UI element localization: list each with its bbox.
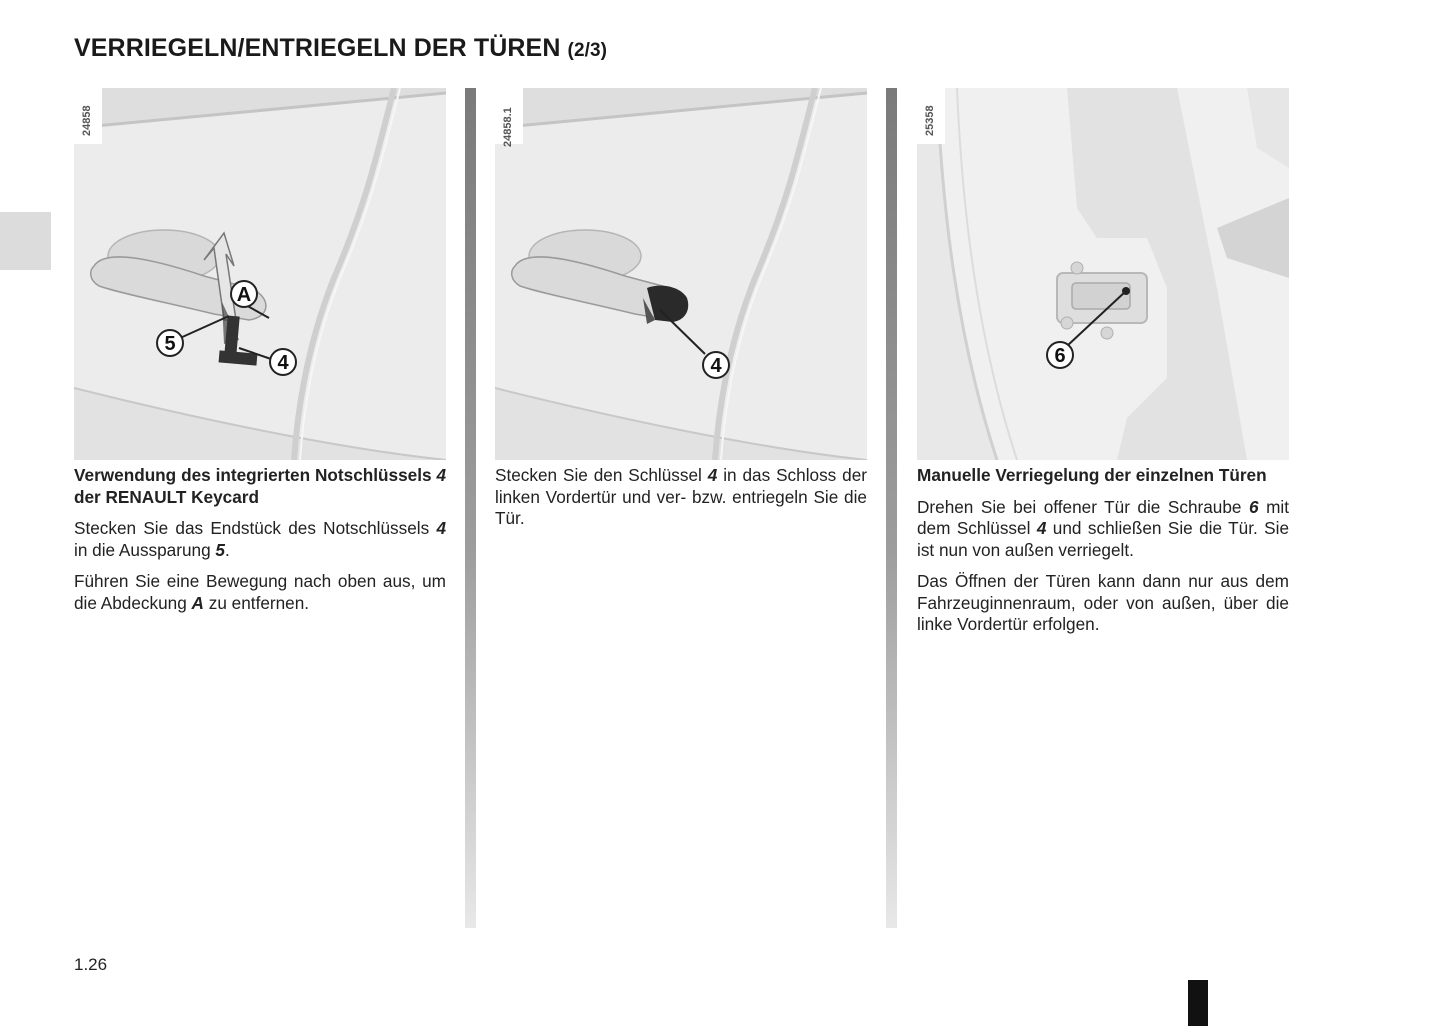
left-p2-ref-cover: A <box>191 592 204 613</box>
left-p1-text: Stecken Sie das Endstück des Notschlüssels <box>74 518 437 538</box>
callout-5 <box>157 330 183 356</box>
callout-labels-fig-2 <box>495 88 867 460</box>
callout-labels-fig-3 <box>917 88 1289 460</box>
figure-door-lock-screw <box>917 88 1289 460</box>
middle-p1-text: Stecken Sie den Schlüssel <box>495 465 708 485</box>
right-p1-ref-key: 4 <box>1036 518 1047 538</box>
left-p1-ref-key: 4 <box>436 518 446 538</box>
callout-4 <box>703 352 729 378</box>
page-title <box>74 34 607 63</box>
callout-4-label: 4 <box>277 352 289 374</box>
left-paragraph-1 <box>74 518 446 561</box>
left-heading <box>74 465 446 508</box>
right-p1-text-mid: mit dem Schlüssel <box>917 496 1289 538</box>
column-divider-2 <box>886 88 897 928</box>
figure-id-3: 25358 <box>924 105 936 136</box>
section-tab-marker <box>0 212 51 270</box>
middle-p1-ref-key: 4 <box>707 465 718 485</box>
page-title-suffix: (2/3) <box>567 40 608 61</box>
column-left-text <box>74 465 446 624</box>
page-title-text: VERRIEGELN/ENTRIEGELN DER TÜREN <box>74 34 561 62</box>
right-p1-text-end: und schließen Sie die Tür. Sie ist nun von außen verriegelt. <box>917 518 1290 560</box>
left-p1-ref-slot: 5 <box>215 539 225 560</box>
right-p1-ref-screw: 6 <box>1249 496 1259 517</box>
column-right-text <box>917 465 1289 646</box>
left-heading-ref: 4 <box>436 465 446 485</box>
figure-id-2: 24858.1 <box>502 107 514 147</box>
figure-door-handle-key-inserted <box>495 88 867 460</box>
callout-6 <box>1047 342 1073 368</box>
figure-door-handle-emergency-key <box>74 88 446 460</box>
column-middle-text <box>495 465 867 540</box>
left-heading-text: Verwendung des integrierten Notschlüssels <box>74 465 437 485</box>
callout-6-label: 6 <box>1054 345 1066 367</box>
left-paragraph-2 <box>74 571 446 614</box>
callout-4 <box>270 349 296 375</box>
callout-A-label: A <box>236 284 252 306</box>
middle-paragraph-1 <box>495 465 867 530</box>
column-divider-1 <box>465 88 476 928</box>
middle-p1-text-end: in das Schloss der linken Vordertür und ver- bzw. entriegeln Sie die Tür. <box>495 465 867 528</box>
callout-5-label: 5 <box>164 333 176 355</box>
left-p1-text-mid: in die Aussparung <box>74 539 216 560</box>
right-p1-text: Drehen Sie bei offener Tür die Schraube <box>917 496 1249 517</box>
left-p2-text-end: zu entfernen. <box>203 592 310 613</box>
callout-A <box>231 281 257 307</box>
callout-labels-fig-1 <box>74 88 446 460</box>
figure-id-1: 24858 <box>81 105 93 136</box>
callout-4-label: 4 <box>710 355 722 377</box>
right-paragraph-1 <box>917 497 1289 562</box>
left-p1-text-end: . <box>224 539 230 560</box>
page-edge-marker <box>1188 980 1208 1026</box>
left-p2-text: Führen Sie eine Bewegung nach oben aus, um die Abdeckung <box>74 571 446 613</box>
right-paragraph-2: Das Öffnen der Türen kann dann nur aus dem Fahrzeuginnenraum, oder von außen, über die linke Vordertür erfolgen. <box>917 571 1289 634</box>
right-heading: Manuelle Verriegelung der einzelnen Türen <box>917 465 1267 485</box>
page-number: 1.26 <box>74 955 108 974</box>
left-heading-text-end: der RENAULT Keycard <box>74 486 259 507</box>
